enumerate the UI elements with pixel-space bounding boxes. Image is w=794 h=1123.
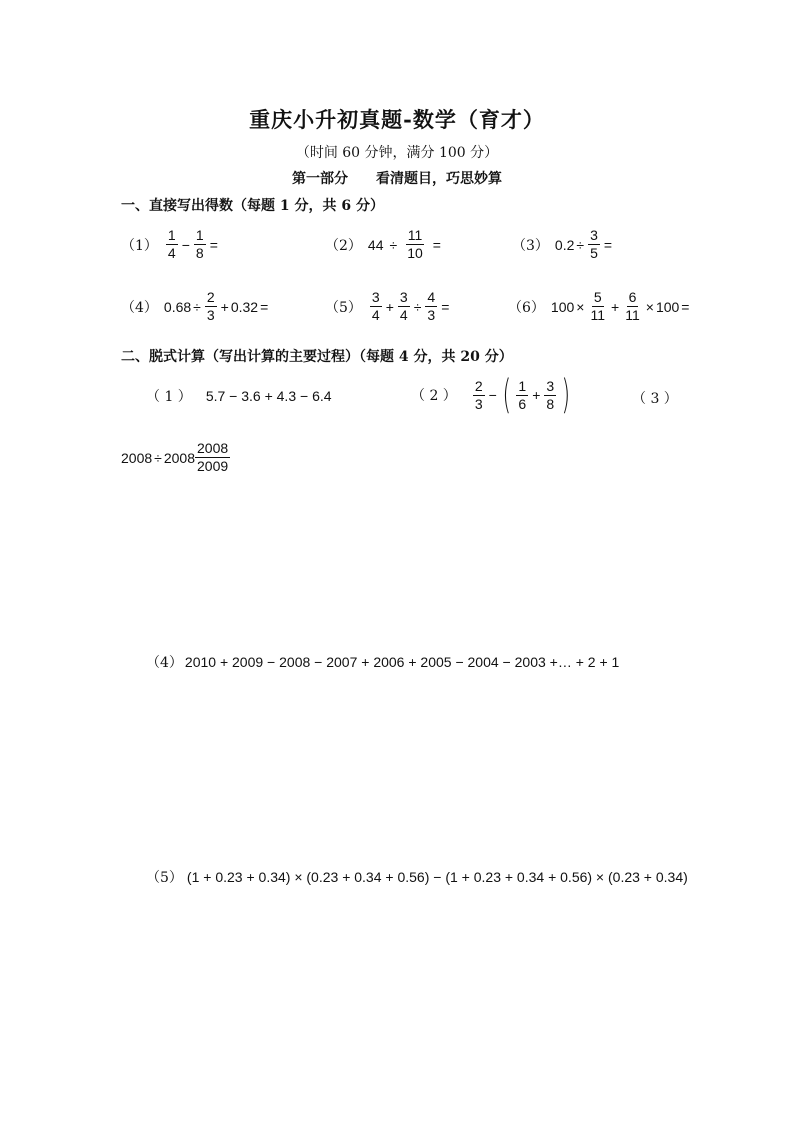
equals-sign: = <box>209 236 218 253</box>
expression: 2010 + 2009 − 2008 − 2007 + 2006 + 2005 − 2004 − 2003 +… + 2 + 1 <box>184 654 620 670</box>
problem-2-2 <box>411 372 574 418</box>
operator: + <box>385 298 394 315</box>
operator: ÷ <box>389 236 398 253</box>
problem-label: （2） <box>325 237 362 254</box>
page-subtitle: （时间 60 分钟，满分 100 分） <box>295 145 499 161</box>
part-motto: 看清题目，巧思妙算 <box>376 171 502 187</box>
fraction: $\frac{6}{11}$ <box>625 289 640 323</box>
problem-label: （3） <box>512 237 549 254</box>
problem-1-5 <box>325 289 451 324</box>
number: 0.32 <box>230 298 259 315</box>
number: 100 <box>655 298 680 315</box>
number: 2008 <box>121 449 153 466</box>
problem-label: （4） <box>121 299 158 316</box>
problem-1-3 <box>512 227 614 262</box>
problem-label: （5） <box>146 870 183 886</box>
fraction: $\frac{3}{4}$ <box>399 289 408 323</box>
equals-sign: = <box>260 298 269 315</box>
fraction: $\frac{2}{3}$ <box>474 377 483 412</box>
problem-label: （4） <box>146 655 183 671</box>
number: 44 <box>367 236 384 253</box>
fraction: $\frac{2}{3}$ <box>206 289 215 323</box>
fraction: $\frac{1}{8}$ <box>195 227 204 261</box>
problem-label: （5） <box>325 299 362 316</box>
fraction: $\frac{11}{10}$ <box>407 227 423 261</box>
number: 100 <box>550 298 575 315</box>
fraction: $\frac{5}{11}$ <box>590 289 606 323</box>
problem-1-6 <box>508 289 691 324</box>
equals-sign: = <box>681 298 690 315</box>
operator: × <box>645 298 654 315</box>
fraction: $\frac{1}{6}$ <box>518 377 527 412</box>
operator: + <box>611 298 620 315</box>
problem-label: （ 1 ） <box>146 389 192 405</box>
problem-label: （6） <box>508 299 545 316</box>
part-heading <box>0 168 794 188</box>
fraction: $\frac{4}{3}$ <box>427 289 436 323</box>
section2-heading: 二、脱式计算（写出计算的主要过程）（每题 4 分，共 20 分） <box>121 349 513 365</box>
operator: − <box>488 387 497 403</box>
expression: (1 + 0.23 + 0.34) × (0.23 + 0.34 + 0.56) − (1 + 0.23 + 0.34 + 0.56) × (0.23 + 0.34) <box>186 869 688 885</box>
operator: × <box>576 298 585 315</box>
equals-sign: = <box>603 236 613 253</box>
problem-2-1 <box>146 386 332 406</box>
operator: − <box>181 236 190 253</box>
fraction: $\frac{1}{4}$ <box>167 227 176 261</box>
problem-1-2 <box>325 227 443 262</box>
problem-2-4 <box>146 652 619 672</box>
number: 0.2 <box>554 236 575 253</box>
problem-label: （1） <box>121 237 158 254</box>
left-paren: ( <box>502 372 511 418</box>
problem-2-3-label: （ 3 ） <box>632 391 678 407</box>
equals-sign: = <box>441 298 450 315</box>
right-paren: ) <box>561 372 571 418</box>
problem-1-4 <box>121 289 270 324</box>
operator: ÷ <box>154 449 162 466</box>
problem-label: （ 2 ） <box>411 388 457 404</box>
equals-sign: = <box>432 236 441 253</box>
operator: + <box>220 298 229 315</box>
operator: ÷ <box>193 298 201 315</box>
problem-2-3-expression <box>121 440 232 475</box>
fraction: $\frac{3}{4}$ <box>371 289 380 323</box>
operator: + <box>532 387 541 403</box>
fraction: $\frac{3}{8}$ <box>546 377 555 412</box>
problem-1-1 <box>121 227 220 262</box>
section1-heading: 一、直接写出得数（每题 1 分，共 6 分） <box>121 198 384 214</box>
operator: ÷ <box>413 298 422 315</box>
expression: 5.7 − 3.6 + 4.3 − 6.4 <box>205 388 332 404</box>
page-title: 重庆小升初真题-数学（育才） <box>249 107 545 132</box>
number: 2008 <box>163 449 195 466</box>
operator: ÷ <box>576 236 585 253</box>
part-label: 第一部分 <box>292 171 348 187</box>
number: 0.68 <box>163 298 192 315</box>
fraction: $\frac{3}{5}$ <box>590 227 598 261</box>
fraction: $\frac{2008}{2009}$ <box>197 440 229 474</box>
problem-2-5 <box>146 867 688 887</box>
